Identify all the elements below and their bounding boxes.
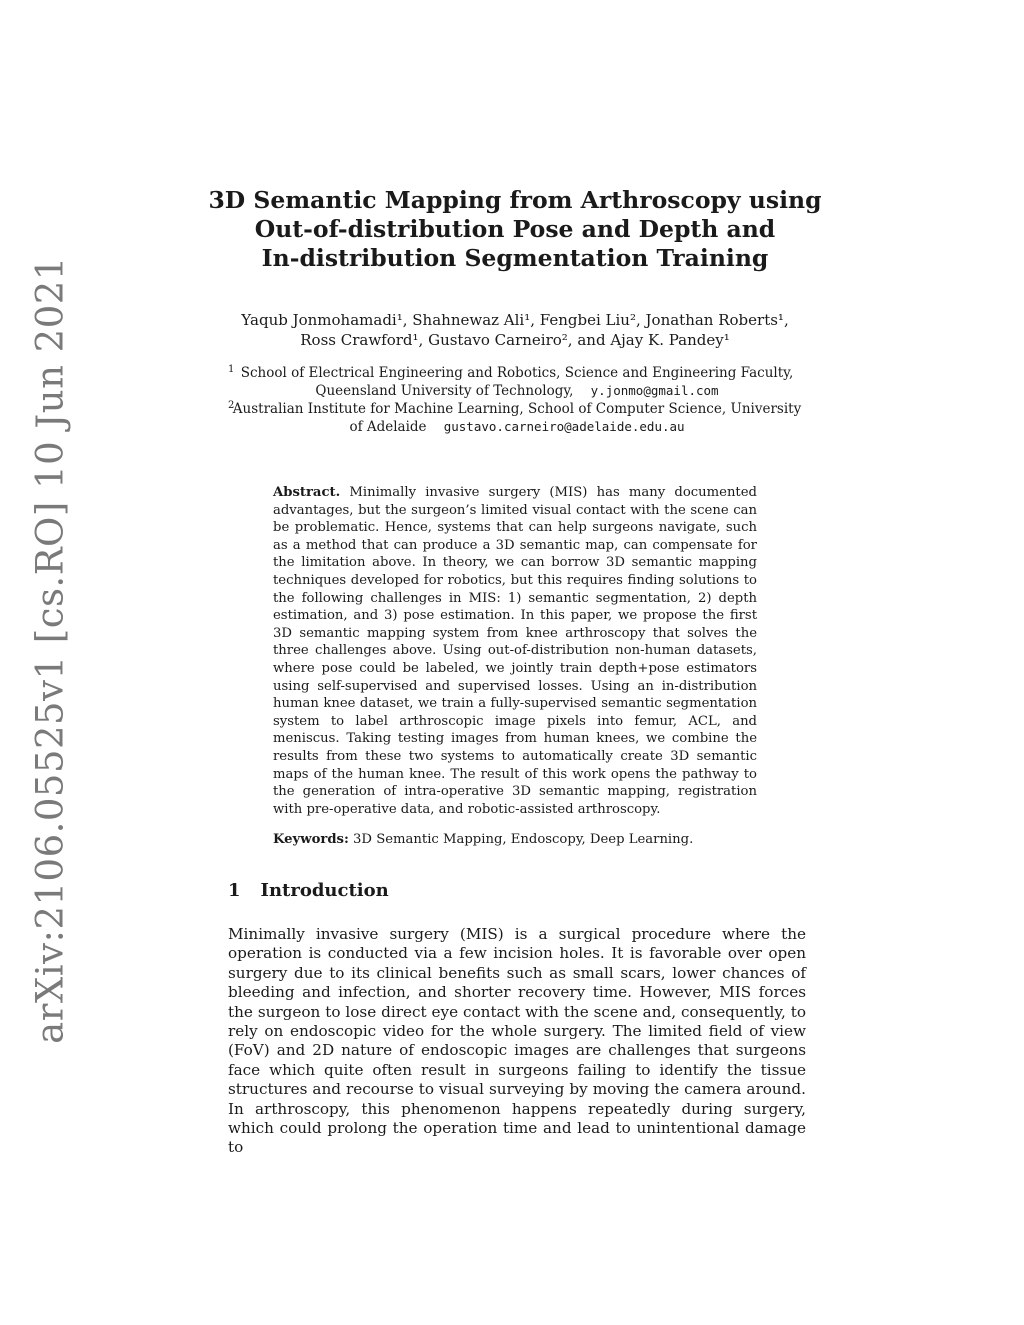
arxiv-identifier-stamp: arXiv:2106.05525v1 [cs.RO] 10 Jun 2021 (28, 256, 72, 1044)
keywords (273, 831, 757, 849)
section-heading-introduction (228, 880, 389, 901)
affiliation-line (220, 418, 814, 436)
author-list (200, 310, 830, 350)
section-number: 1 (228, 880, 241, 901)
author-line: Yaqub Jonmohamadi¹, Shahnewaz Ali¹, Fengbei Liu², Jonathan Roberts¹, (241, 311, 789, 329)
title-line: 3D Semantic Mapping from Arthroscopy using (208, 186, 822, 214)
affiliations (220, 364, 814, 436)
email-link[interactable]: y.jonmo@gmail.com (590, 383, 719, 398)
title-line: Out-of-distribution Pose and Depth and (254, 215, 776, 243)
paper-title (180, 186, 850, 273)
affiliation-2 (220, 400, 814, 436)
title-line: In-distribution Segmentation Training (261, 244, 769, 272)
affiliation-marker: 2 (228, 400, 235, 411)
introduction-paragraph: Minimally invasive surgery (MIS) is a surgical procedure where the operation is conducted via a few incision holes. It is favorable over open surgery due to its clinical benefits such as small scars, lower chances of bleeding and infection, and shorter recovery time. However, MIS forces the surgeon to lose direct eye contact with the scene and, consequently, to rely on endoscopic video for the whole surgery. The limited field of view (FoV) and 2D nature of endoscopic images are challenges that surgeons face which quite often result in surgeons failing to identify the tissue structures and recourse to visual surveying by moving the camera around. In arthroscopy, this phenomenon happens repeatedly during surgery, which could prolong the operation time and lead to unintentional damage to (228, 925, 806, 1157)
author-line: Ross Crawford¹, Gustavo Carneiro², and Ajay K. Pandey¹ (300, 331, 730, 349)
abstract-label: Abstract. (273, 485, 341, 500)
section-title: Introduction (260, 880, 389, 901)
affiliation-1 (220, 364, 814, 400)
affiliation-institution: of Adelaide (349, 419, 427, 435)
keywords-text: 3D Semantic Mapping, Endoscopy, Deep Learning. (353, 832, 694, 847)
affiliation-institution: Queensland University of Technology, (315, 383, 574, 399)
affiliation-line (220, 382, 814, 400)
affiliation-marker: 1 (228, 364, 235, 375)
affiliation-line: Australian Institute for Machine Learning, School of Computer Science, University (232, 401, 802, 417)
email-link[interactable]: gustavo.carneiro@adelaide.edu.au (443, 419, 685, 434)
abstract-text: Minimally invasive surgery (MIS) has many documented advantages, but the surgeon’s limited visual contact with the scene can be problematic. Hence, systems that can help surgeons navigate, such as a method that can produce a 3D semantic map, can compensate for the limitation above. In theory, we can borrow 3D semantic mapping techniques developed for robotics, but this requires finding solutions to the following challenges in MIS: 1) semantic segmentation, 2) depth estimation, and 3) pose estimation. In this paper, we propose the first 3D semantic mapping system from knee arthroscopy that solves the three challenges above. Using out-of-distribution non-human datasets, where pose could be labeled, we jointly train depth+pose estimators using self-supervised and supervised losses. Using an in-distribution human knee dataset, we train a fully-supervised semantic segmentation system to label arthroscopic image pixels into femur, ACL, and meniscus. Taking testing images from human knees, we combine the results from these two systems to automatically create 3D semantic maps of the human knee. The result of this work opens the pathway to the generation of intra-operative 3D semantic mapping, registration with pre-operative data, and robotic-assisted arthroscopy. (273, 485, 757, 817)
abstract (273, 484, 757, 818)
keywords-label: Keywords: (273, 832, 349, 847)
affiliation-line: School of Electrical Engineering and Robotics, Science and Engineering Faculty, (240, 365, 794, 381)
